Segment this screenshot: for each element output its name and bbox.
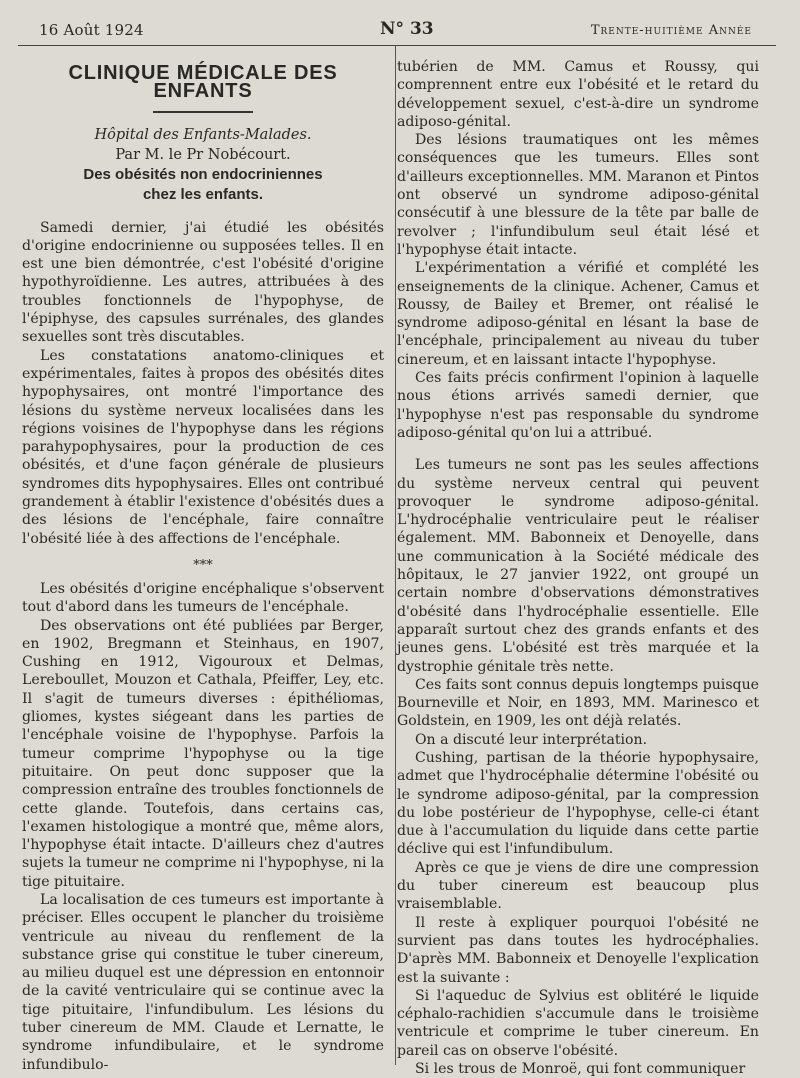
- paragraph: Les obésités d'origine encéphalique s'observent tout d'abord dans les tumeurs de l'encéphale.: [22, 580, 384, 616]
- paragraph: Les tumeurs ne sont pas les seules affections du système nerveux central qui peuvent provoquer le syndrome adiposo-génital. L'hydrocéphalie ventriculaire peut le réaliser également. MM. Babonneix et Denoyelle, dans une communication à la Société médicale des hôpitaux, le 27 janvier 1922, ont groupé un certain nombre d'observations démonstratives d'obésité dans l'hydrocéphalie essentielle. Elle apparaît surtout chez des grands enfants et des jeunes gens. L'obésité est très marquée et la dystrophie génitale très nette.: [397, 457, 759, 675]
- paragraph: L'expérimentation a vérifié et complété les enseignements de la clinique. Achener, Camus et Roussy, de Bailey et Bremer, ont réalisé le syndrome adiposo-génital en lésant la base de l'encéphale, principalement au niveau du tuber cinereum, et en laissant intacte l'hypophyse.: [397, 260, 759, 368]
- title-underline: [153, 111, 253, 113]
- paragraph: Si l'aqueduc de Sylvius est oblitéré le liquide céphalo-rachidien s'accumule dans le troisième ventricule et comprime le tuber cinereum. En pareil cas on observe l'obésité.: [397, 987, 759, 1059]
- issue-date: 16 Août 1924: [39, 21, 144, 39]
- column-divider: [395, 46, 396, 1065]
- paragraph: Des observations ont été publiées par Berger, en 1902, Bregmann et Steinhaus, en 1907, Cushing en 1912, Vigouroux et Delmas, Lereboullet, Mouzon et Cathala, Pfeiffer, Ley, etc. Il s'agit de tumeurs diverses : épithéliomas, gliomes, kystes siégeant dans les parties de l'encéphale voisine de l'hypophyse. Parfois la tumeur comprime l'hypophyse ou la tige pituitaire. On peut donc supposer que la compression entraîne des troubles fonctionnels de cette glande. Toutefois, dans certains cas, l'examen histologique a montré que, même alors, l'hypophyse était intacte. D'ailleurs chez d'autres sujets la tumeur ne comprime ni l'hypophyse, ni la tige pituitaire.: [22, 617, 384, 890]
- paragraph: tubérien de MM. Camus et Roussy, qui comprennent entre eux l'obésité et le retard du développement sexuel, c'est-à-dire un syndrome adiposo-génital.: [397, 59, 759, 130]
- paragraph: Samedi dernier, j'ai étudié les obésités d'origine endocrinienne ou supposées telles. Il en est une bien démontrée, c'est l'obésité d'origine hypothyroïdienne. Les autres, attribuées à des troubles fonctionnels de l'hypophyse, de l'épiphyse, des capsules surrénales, des glandes sexuelles sont très discutables.: [22, 219, 384, 346]
- paragraph: Les constatations anatomo-cliniques et expérimentales, faites à propos des obésités dites hypophysaires, ont montré l'importance des lésions du système nerveux localisées dans les régions voisines de l'hypophyse dans les régions parahypophysaires, pour la production de ces obésités, et d'une façon générale de plusieurs syndromes dits hypophysaires. Elles ont contribué grandement à établir l'existence d'obésités dues a des lésions de l'encéphale, faire connaître l'obésité liée à des affections de l'encéphale.: [22, 347, 384, 547]
- paragraph: On a discuté leur interprétation.: [415, 731, 648, 748]
- hospital-line: Hôpital des Enfants-Malades.: [94, 126, 312, 143]
- paragraph: Ces faits sont connus depuis longtemps puisque Bourneville et Noir, en 1893, MM. Marinesco et Goldstein, en 1909, les ont déjà relatés.: [397, 676, 759, 730]
- page-header: [0, 0, 800, 44]
- paragraph: La localisation de ces tumeurs est importante à préciser. Elles occupent le plancher du troisième ventricule au niveau du renflement de la substance grise qui constitue le tuber cinereum, au milieu duquel est une dépression en entonnoir de la cavité ventriculaire qui se continue avec la tige pituitaire, l'infundibulum. Les lésions du tuber cinereum de MM. Claude et Lernatte, le syndrome infundibulaire, et le syndrome infundibulo-: [22, 891, 384, 1073]
- heading-line-1: Des obésités non endocriniennes: [83, 165, 323, 183]
- section-separator: ***: [193, 557, 213, 573]
- paragraph: Cushing, partisan de la théorie hypophysaire, admet que l'hydrocéphalie détermine l'obésité ou le syndrome adiposo-génital, par la compression du lobe postérieur de l'hypophyse, celle-ci étant due à l'accumulation du liquide dans cette partie déclive qui est l'infundibulum.: [397, 749, 759, 858]
- paragraph: Si les trous de Monroë, qui font communiquer: [415, 1061, 746, 1078]
- issue-number: N° 33: [380, 19, 434, 39]
- publication-year: Trente-huitième Année: [590, 23, 752, 38]
- paragraph: Après ce que je viens de dire une compression du tuber cinereum est beaucoup plus vraisemblable.: [397, 859, 759, 913]
- author-line: Par M. le Pr Nobécourt.: [115, 146, 291, 163]
- right-column: [397, 58, 759, 1078]
- article-heading: [22, 165, 384, 205]
- section-gap: [397, 442, 759, 456]
- heading-line-2: chez les enfants.: [142, 185, 264, 203]
- article-title: CLINIQUE MÉDICALE DES ENFANTS: [68, 62, 338, 103]
- left-column: [22, 50, 384, 1074]
- paragraph: Ces faits précis confirment l'opinion à laquelle nous étions arrivés samedi dernier, que l'hypophyse n'est pas responsable du syndrome adiposo-génital qu'on lui a attribué.: [397, 370, 759, 441]
- paragraph: Il reste à expliquer pourquoi l'obésité ne survient pas dans toutes les hydrocéphalies. D'après MM. Babonneix et Denoyelle l'explication est la suivante :: [397, 914, 759, 986]
- header-rule: [18, 45, 776, 46]
- paragraph: Des lésions traumatiques ont les mêmes conséquences que les tumeurs. Elles sont d'ailleurs exceptionnelles. MM. Maranon et Pintos ont observé un syndrome adiposo-génital consécutif à une blessure de la tête par balle de revolver ; l'infundibulum seul était lésé et l'hypophyse était intacte.: [397, 132, 759, 258]
